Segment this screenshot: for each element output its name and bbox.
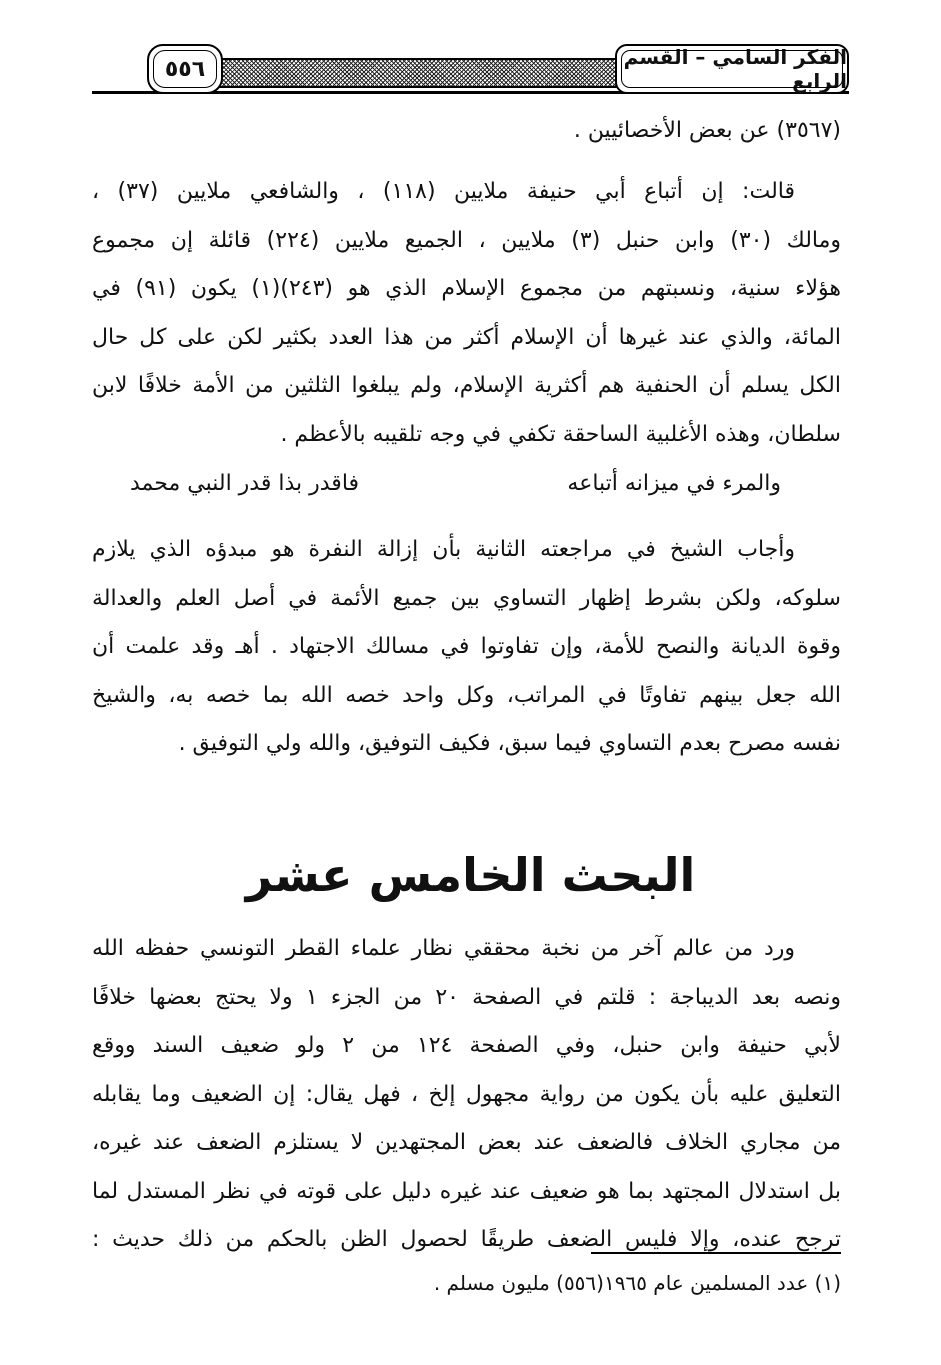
text-line: (٣٥٦٧) عن بعض الأخصائيين . [573,118,841,143]
text-line: الكل يسلم أن الحنفية هم أكثرية الإسلام، ولم يبلغوا الثلثين من الأمة خلافًا لابن [92,373,841,398]
paragraph-continuation [92,107,841,156]
text-line: بل استدلال المجتهد بما هو ضعيف عند غيره دليل على قوته في نظر المستدل لما [92,1178,841,1204]
poetry-verse [130,464,781,504]
text-line: من مجاري الخلاف فالضعف عند بعض المجتهدين لا يستلزم الضعف عند غيره، [92,1130,841,1155]
verse-first-hemistich: والمرء في ميزانه أتباعه [567,471,781,496]
text-line: قالت: إن أتباع أبي حنيفة ملايين (١١٨) ، والشافعي ملايين (٣٧) ، [92,179,795,204]
text-line: ورد من عالم آخر من نخبة محققي نظار علماء القطر التونسي حفظه الله [92,936,795,961]
page-number: ٥٥٦ [147,44,223,94]
book-title: الفكر السامي – القسم الرابع [615,44,849,94]
text-line: سلطان، وهذه الأغلبية الساحقة تكفي في وجه تلقيبه بالأعظم . [280,421,841,447]
text-line: نفسه مصرح بعدم التساوي فيما سبق، فكيف التوفيق، والله ولي التوفيق . [178,731,841,756]
page-header [92,44,849,104]
text-line: سلوكه، ولكن بشرط إظهار التساوي بين جميع الأئمة في أصل العلم والعدالة [92,585,841,611]
text-line: هؤلاء سنية، ونسبتهم من مجموع الإسلام الذي هو (٢٤٣)(١) يكون (٩١) في [92,276,841,301]
text-line: لأبي حنيفة وابن حنبل، وفي الصفحة ١٢٤ من ٢ ولو ضعيف السند ووقع [92,1033,841,1058]
text-line: التعليق عليه بأن يكون من رواية مجهول إلخ ، فهل يقال: إن الضعيف وما يقابله [92,1081,841,1107]
text-line: وأجاب الشيخ في مراجعته الثانية بأن إزالة النفرة هو مبدؤه الذي يلازم [92,537,795,562]
header-hatch-band [212,58,639,88]
text-line: ترجح عنده، وإلا فليس الضعف طريقًا لحصول الظن بالحكم من ذلك حديث : [92,1227,841,1252]
text-line: الله جعل بينهم تفاوتًا في المراتب، وكل واحد خصه الله بما خصه به، والشيخ [92,682,841,708]
section-heading: البحث الخامس عشر [245,848,696,902]
paragraph-followers-count [92,168,841,459]
footnote: (١) عدد المسلمين عام ١٩٦٥(٥٥٦) مليون مسلم . [433,1271,841,1295]
footnote-separator [591,1252,841,1254]
paragraph-sheikh-reply [92,526,841,769]
text-line: وقوة الديانة والنصح للأمة، وإن تفاوتوا في مسالك الاجتهاد . أهـ وقد علمت أن [92,634,841,659]
text-line: المائة، والذي عند غيرها أن الإسلام أكثر من هذا العدد بكثير لكن على كل حال [92,324,841,350]
paragraph-section-body [92,925,841,1265]
verse-second-hemistich: فاقدر بذا قدر النبي محمد [130,471,360,496]
text-line: ومالك (٣٠) وابن حنبل (٣) ملايين ، الجميع ملايين (٢٢٤) قائلة إن مجموع [92,227,841,253]
text-line: ونصه بعد الديباجة : قلتم في الصفحة ٢٠ من الجزء ١ ولا يحتج بعضها خلافًا [92,984,841,1010]
